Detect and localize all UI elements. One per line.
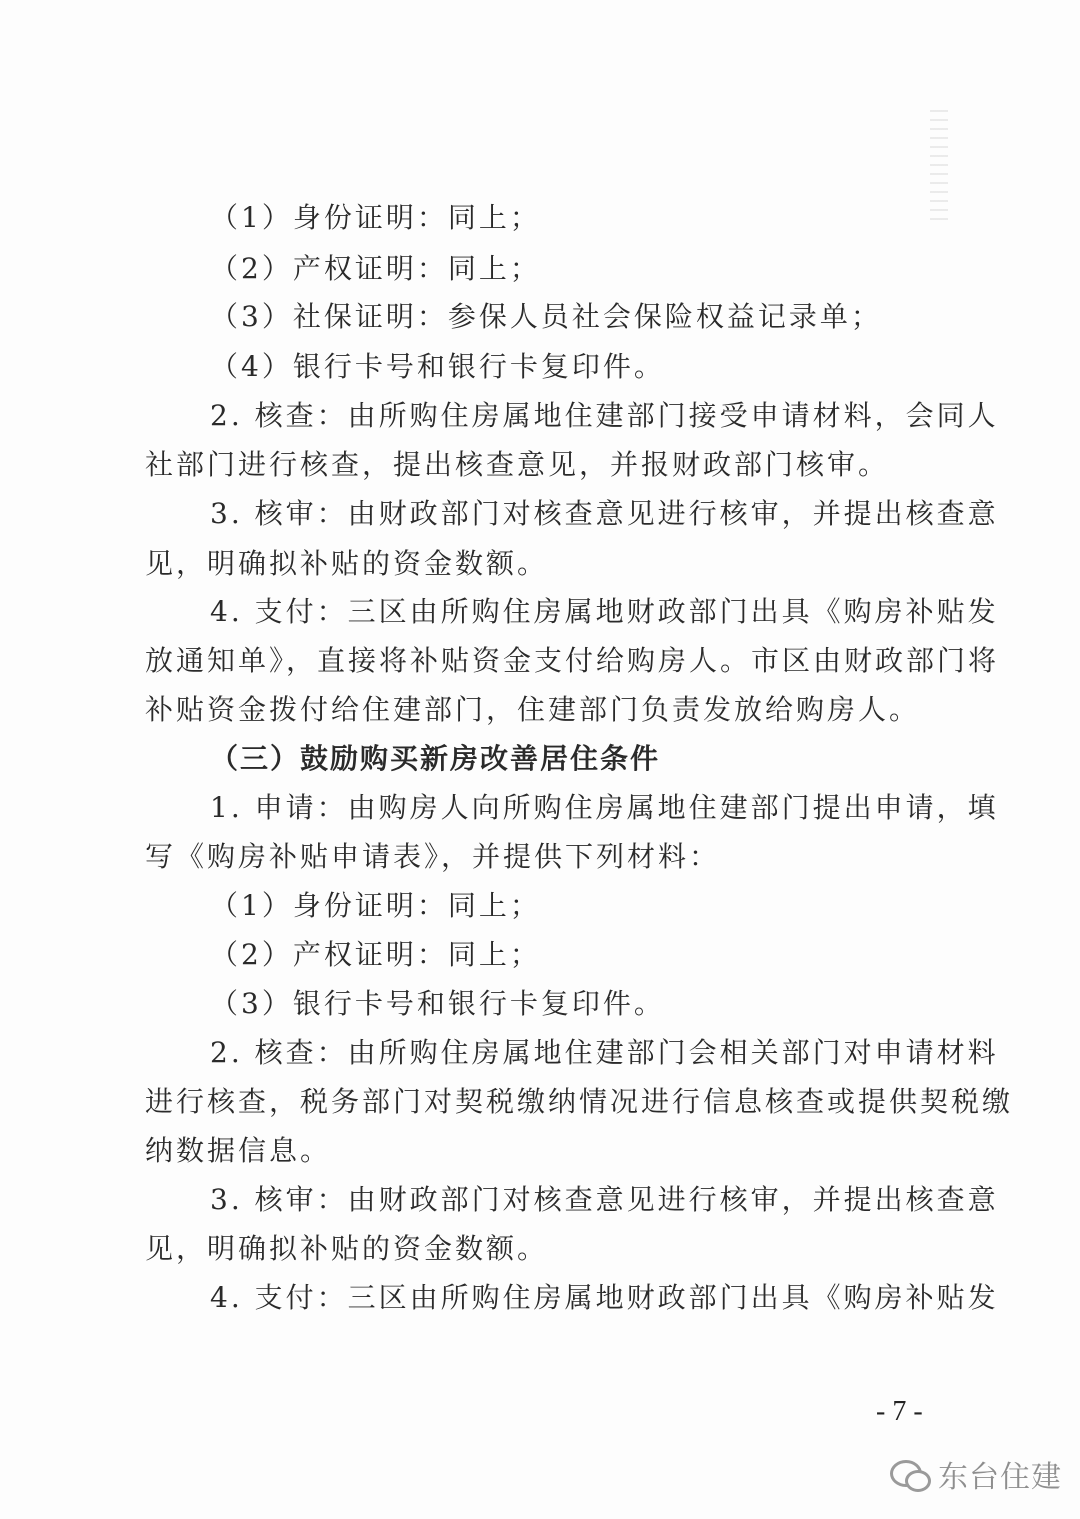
text-line: 见，明确拟补贴的资金数额。 bbox=[145, 1232, 549, 1265]
text-line: 放通知单》，直接将补贴资金支付给购房人。市区由财政部门将 bbox=[145, 644, 1000, 677]
text-line: 写《购房补贴申请表》，并提供下列材料： bbox=[145, 840, 721, 873]
text-line: （2）产权证明：同上； bbox=[210, 938, 541, 971]
text-line: 3. 核审：由财政部门对核查意见进行核审，并提出核查意 bbox=[210, 497, 999, 530]
text-line: 社部门进行核查，提出核查意见，并报财政部门核审。 bbox=[145, 448, 890, 481]
text-line: 3. 核审：由财政部门对核查意见进行核审，并提出核查意 bbox=[210, 1183, 999, 1216]
watermark-text: 东台住建 bbox=[938, 1460, 1062, 1495]
text-line: 4. 支付：三区由所购住房属地财政部门出具《购房补贴发 bbox=[210, 1281, 999, 1314]
text-line: 补贴资金拨付给住建部门，住建部门负责发放给购房人。 bbox=[145, 693, 921, 726]
text-line: 4. 支付：三区由所购住房属地财政部门出具《购房补贴发 bbox=[210, 595, 999, 628]
text-line: 1. 申请：由购房人向所购住房属地住建部门提出申请，填 bbox=[210, 791, 999, 824]
text-line: （3）社保证明：参保人员社会保险权益记录单； bbox=[210, 300, 882, 333]
wechat-icon bbox=[890, 1458, 930, 1490]
page-number: - 7 - bbox=[876, 1396, 923, 1427]
section-heading: （三）鼓励购买新房改善居住条件 bbox=[210, 742, 661, 775]
text-line: 进行核查，税务部门对契税缴纳情况进行信息核查或提供契税缴 bbox=[145, 1085, 1014, 1118]
text-line: （1）身份证明：同上； bbox=[210, 201, 541, 234]
text-line: （4）银行卡号和银行卡复印件。 bbox=[210, 350, 665, 383]
watermark bbox=[890, 1452, 1062, 1496]
text-line: 见，明确拟补贴的资金数额。 bbox=[145, 547, 549, 580]
text-line: （1）身份证明：同上； bbox=[210, 889, 541, 922]
text-line: （2）产权证明：同上； bbox=[210, 252, 541, 285]
text-line: 2. 核查：由所购住房属地住建部门会相关部门对申请材料 bbox=[210, 1036, 999, 1069]
text-line: （3）银行卡号和银行卡复印件。 bbox=[210, 987, 665, 1020]
text-line: 纳数据信息。 bbox=[145, 1134, 332, 1167]
text-line: 2. 核查：由所购住房属地住建部门接受申请材料，会同人 bbox=[210, 399, 999, 432]
